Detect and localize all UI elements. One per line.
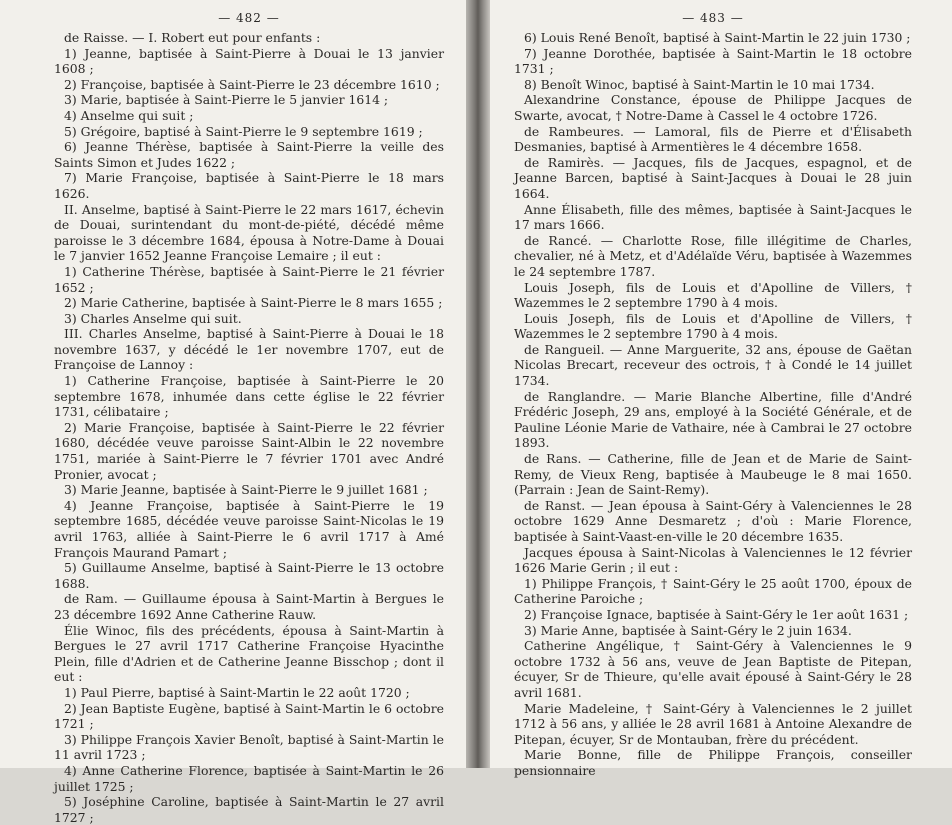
paragraph: 7) Marie Françoise, baptisée à Saint-Pierre le 18 mars 1626. [54,170,444,201]
paragraph: Jacques épousa à Saint-Nicolas à Valenciennes le 12 février 1626 Marie Gerin ; il eut : [514,544,912,576]
paragraph: 4) Anselme qui suit ; [64,107,194,123]
paragraph: 3) Marie, baptisée à Saint-Pierre le 5 janvier 1614 ; [64,92,389,108]
paragraph: de Ramirès. — Jacques, fils de Jacques, espagnol, et de Jeanne Barcen, baptisé à Saint-Jacques à Douai le 28 juin 1664. [514,154,912,201]
paragraph: Marie Madeleine, † Saint-Géry à Valenciennes le 2 juillet 1712 à 56 ans, y alliée le 28 avril 1681 à Antoine Alexandre de Pitepan, écuyer, Sr de Montauban, frère du précédent. [514,700,912,747]
paragraph: 8) Benoît Winoc, baptisé à Saint-Martin le 10 mai 1734. [524,76,875,92]
paragraph: 2) Françoise Ignace, baptisée à Saint-Géry le 1er août 1631 ; [524,606,909,622]
paragraph: 5) Grégoire, baptisé à Saint-Pierre le 9 septembre 1619 ; [64,123,423,139]
page-number: — 482 — [218,11,280,25]
paragraph: Élie Winoc, fils des précédents, épousa à Saint-Martin à Bergues le 27 avril 1717 Catherine Françoise Hyacinthe Plein, fille d'Adrien et de Catherine Jeanne Bisschop ; dont il eut : [54,622,444,685]
paragraph: de Raisse. — I. Robert eut pour enfants : [64,30,321,45]
paragraph: 4) Jeanne Françoise, baptisée à Saint-Pierre le 19 septembre 1685, décédée veuve paroisse Saint-Nicolas le 19 avril 1763, alliée à Saint-Pierre le 6 avril 1717 à Amé François Maurand Pamart ; [54,497,444,560]
book-gutter [466,0,490,768]
left-page [0,0,466,825]
paragraph: II. Anselme, baptisé à Saint-Pierre le 22 mars 1617, échevin de Douai, surintendant du mont-de-piété, décédé même paroisse le 3 décembre 1684, épousa à Notre-Dame à Douai le 7 janvier 1652 Jeanne Françoise Lemaire ; il eut : [54,201,444,264]
right-page [490,0,952,778]
paragraph: 3) Marie Jeanne, baptisée à Saint-Pierre le 9 juillet 1681 ; [64,482,428,498]
paragraph: 4) Anne Catherine Florence, baptisée à Saint-Martin le 26 juillet 1725 ; [54,762,444,794]
paragraph: 5) Joséphine Caroline, baptisée à Saint-Martin le 27 avril 1727 ; [54,794,444,825]
paragraph: Anne Élisabeth, fille des mêmes, baptisée à Saint-Jacques le 17 mars 1666. [514,201,912,233]
paragraph: 1) Catherine Françoise, baptisée à Saint-Pierre le 20 septembre 1678, inhumée dans cette église le 22 février 1731, célibataire ; [54,373,444,420]
paragraph: 1) Paul Pierre, baptisé à Saint-Martin le 22 août 1720 ; [64,684,410,700]
paragraph: Louis Joseph, fils de Louis et d'Apolline de Villers, † Wazemmes le 2 septembre 1790 à 4 mois. [514,279,912,311]
paragraph: Alexandrine Constance, épouse de Philippe Jacques de Swarte, avocat, † Notre-Dame à Cassel le 4 octobre 1726. [514,92,912,123]
paragraph: 2) Marie Françoise, baptisée à Saint-Pierre le 22 février 1680, décédée veuve paroisse Saint-Albin le 22 novembre 1751, mariée à Saint-Pierre le 7 février 1701 avec André Pronier, avocat ; [54,419,444,482]
paragraph: Louis Joseph, fils de Louis et d'Apolline de Villers, † Wazemmes le 2 septembre 1790 à 4 mois. [514,310,912,342]
paragraph: 5) Guillaume Anselme, baptisé à Saint-Pierre le 13 octobre 1688. [54,560,444,591]
paragraph: 2) Jean Baptiste Eugène, baptisé à Saint-Martin le 6 octobre 1721 ; [54,700,444,732]
paragraph: de Rancé. — Charlotte Rose, fille illégitime de Charles, chevalier, né à Metz, et d'Adélaïde Véru, baptisée à Wazemmes le 24 septembre 1787. [514,232,912,279]
paragraph: Marie Bonne, fille de Philippe François, conseiller pensionnaire [514,747,912,778]
page-number: — 483 — [682,11,744,25]
paragraph: 2) Françoise, baptisée à Saint-Pierre le 23 décembre 1610 ; [64,76,440,92]
paragraph: 7) Jeanne Dorothée, baptisée à Saint-Martin le 18 octobre 1731 ; [514,45,912,77]
paragraph: de Ram. — Guillaume épousa à Saint-Martin à Bergues le 23 décembre 1692 Anne Catherine Rauw. [54,591,444,622]
page-text [514,30,912,779]
paragraph: 6) Louis René Benoît, baptisé à Saint-Martin le 22 juin 1730 ; [524,30,911,45]
paragraph: de Ranst. — Jean épousa à Saint-Géry à Valenciennes le 28 octobre 1629 Anne Desmaretz ; d'où : Marie Florence, baptisée à Saint-Vaast-en-ville le 20 décembre 1635. [514,497,912,544]
paragraph: de Rangueil. — Anne Marguerite, 32 ans, épouse de Gaëtan Nicolas Brecart, receveur des octrois, † à Condé le 14 juillet 1734. [514,341,912,389]
paragraph: de Rambeures. — Lamoral, fils de Pierre et d'Élisabeth Desmanies, baptisé à Armentières le 4 décembre 1658. [514,123,912,155]
paragraph: 3) Philippe François Xavier Benoît, baptisé à Saint-Martin le 11 avril 1723 ; [54,731,444,763]
page-text [54,30,444,825]
paragraph: Catherine Angélique, † Saint-Géry à Valenciennes le 9 octobre 1732 à 56 ans, veuve de Jean Baptiste de Pitepan, écuyer, Sr de Thieure, qu'elle avait épousé à Saint-Géry le 28 avril 1681. [514,638,912,700]
paragraph: de Ranglandre. — Marie Blanche Albertine, fille d'André Frédéric Joseph, 29 ans, employé à la Société Générale, et de Pauline Léonie Marie de Vathaire, née à Cambrai le 27 octobre 1893. [514,388,912,451]
paragraph: III. Charles Anselme, baptisé à Saint-Pierre à Douai le 18 novembre 1637, y décédé le 1er novembre 1707, eut de Françoise de Lannoy : [54,326,444,373]
paragraph: 1) Catherine Thérèse, baptisée à Saint-Pierre le 21 février 1652 ; [54,263,444,295]
paragraph: 3) Charles Anselme qui suit. [64,310,242,326]
paragraph: 6) Jeanne Thérèse, baptisée à Saint-Pierre la veille des Saints Simon et Judes 1622 ; [54,139,444,170]
paragraph: 3) Marie Anne, baptisée à Saint-Géry le 2 juin 1634. [524,622,852,638]
paragraph: 2) Marie Catherine, baptisée à Saint-Pierre le 8 mars 1655 ; [64,295,443,311]
paragraph: 1) Philippe François, † Saint-Géry le 25 août 1700, époux de Catherine Paroiche ; [514,575,912,607]
paragraph: de Rans. — Catherine, fille de Jean et de Marie de Saint-Remy, de Vieux Reng, baptisée à Maubeuge le 8 mai 1650. (Parrain : Jean de Saint-Remy). [514,451,912,498]
paragraph: 1) Jeanne, baptisée à Saint-Pierre à Douai le 13 janvier 1608 ; [54,45,444,77]
